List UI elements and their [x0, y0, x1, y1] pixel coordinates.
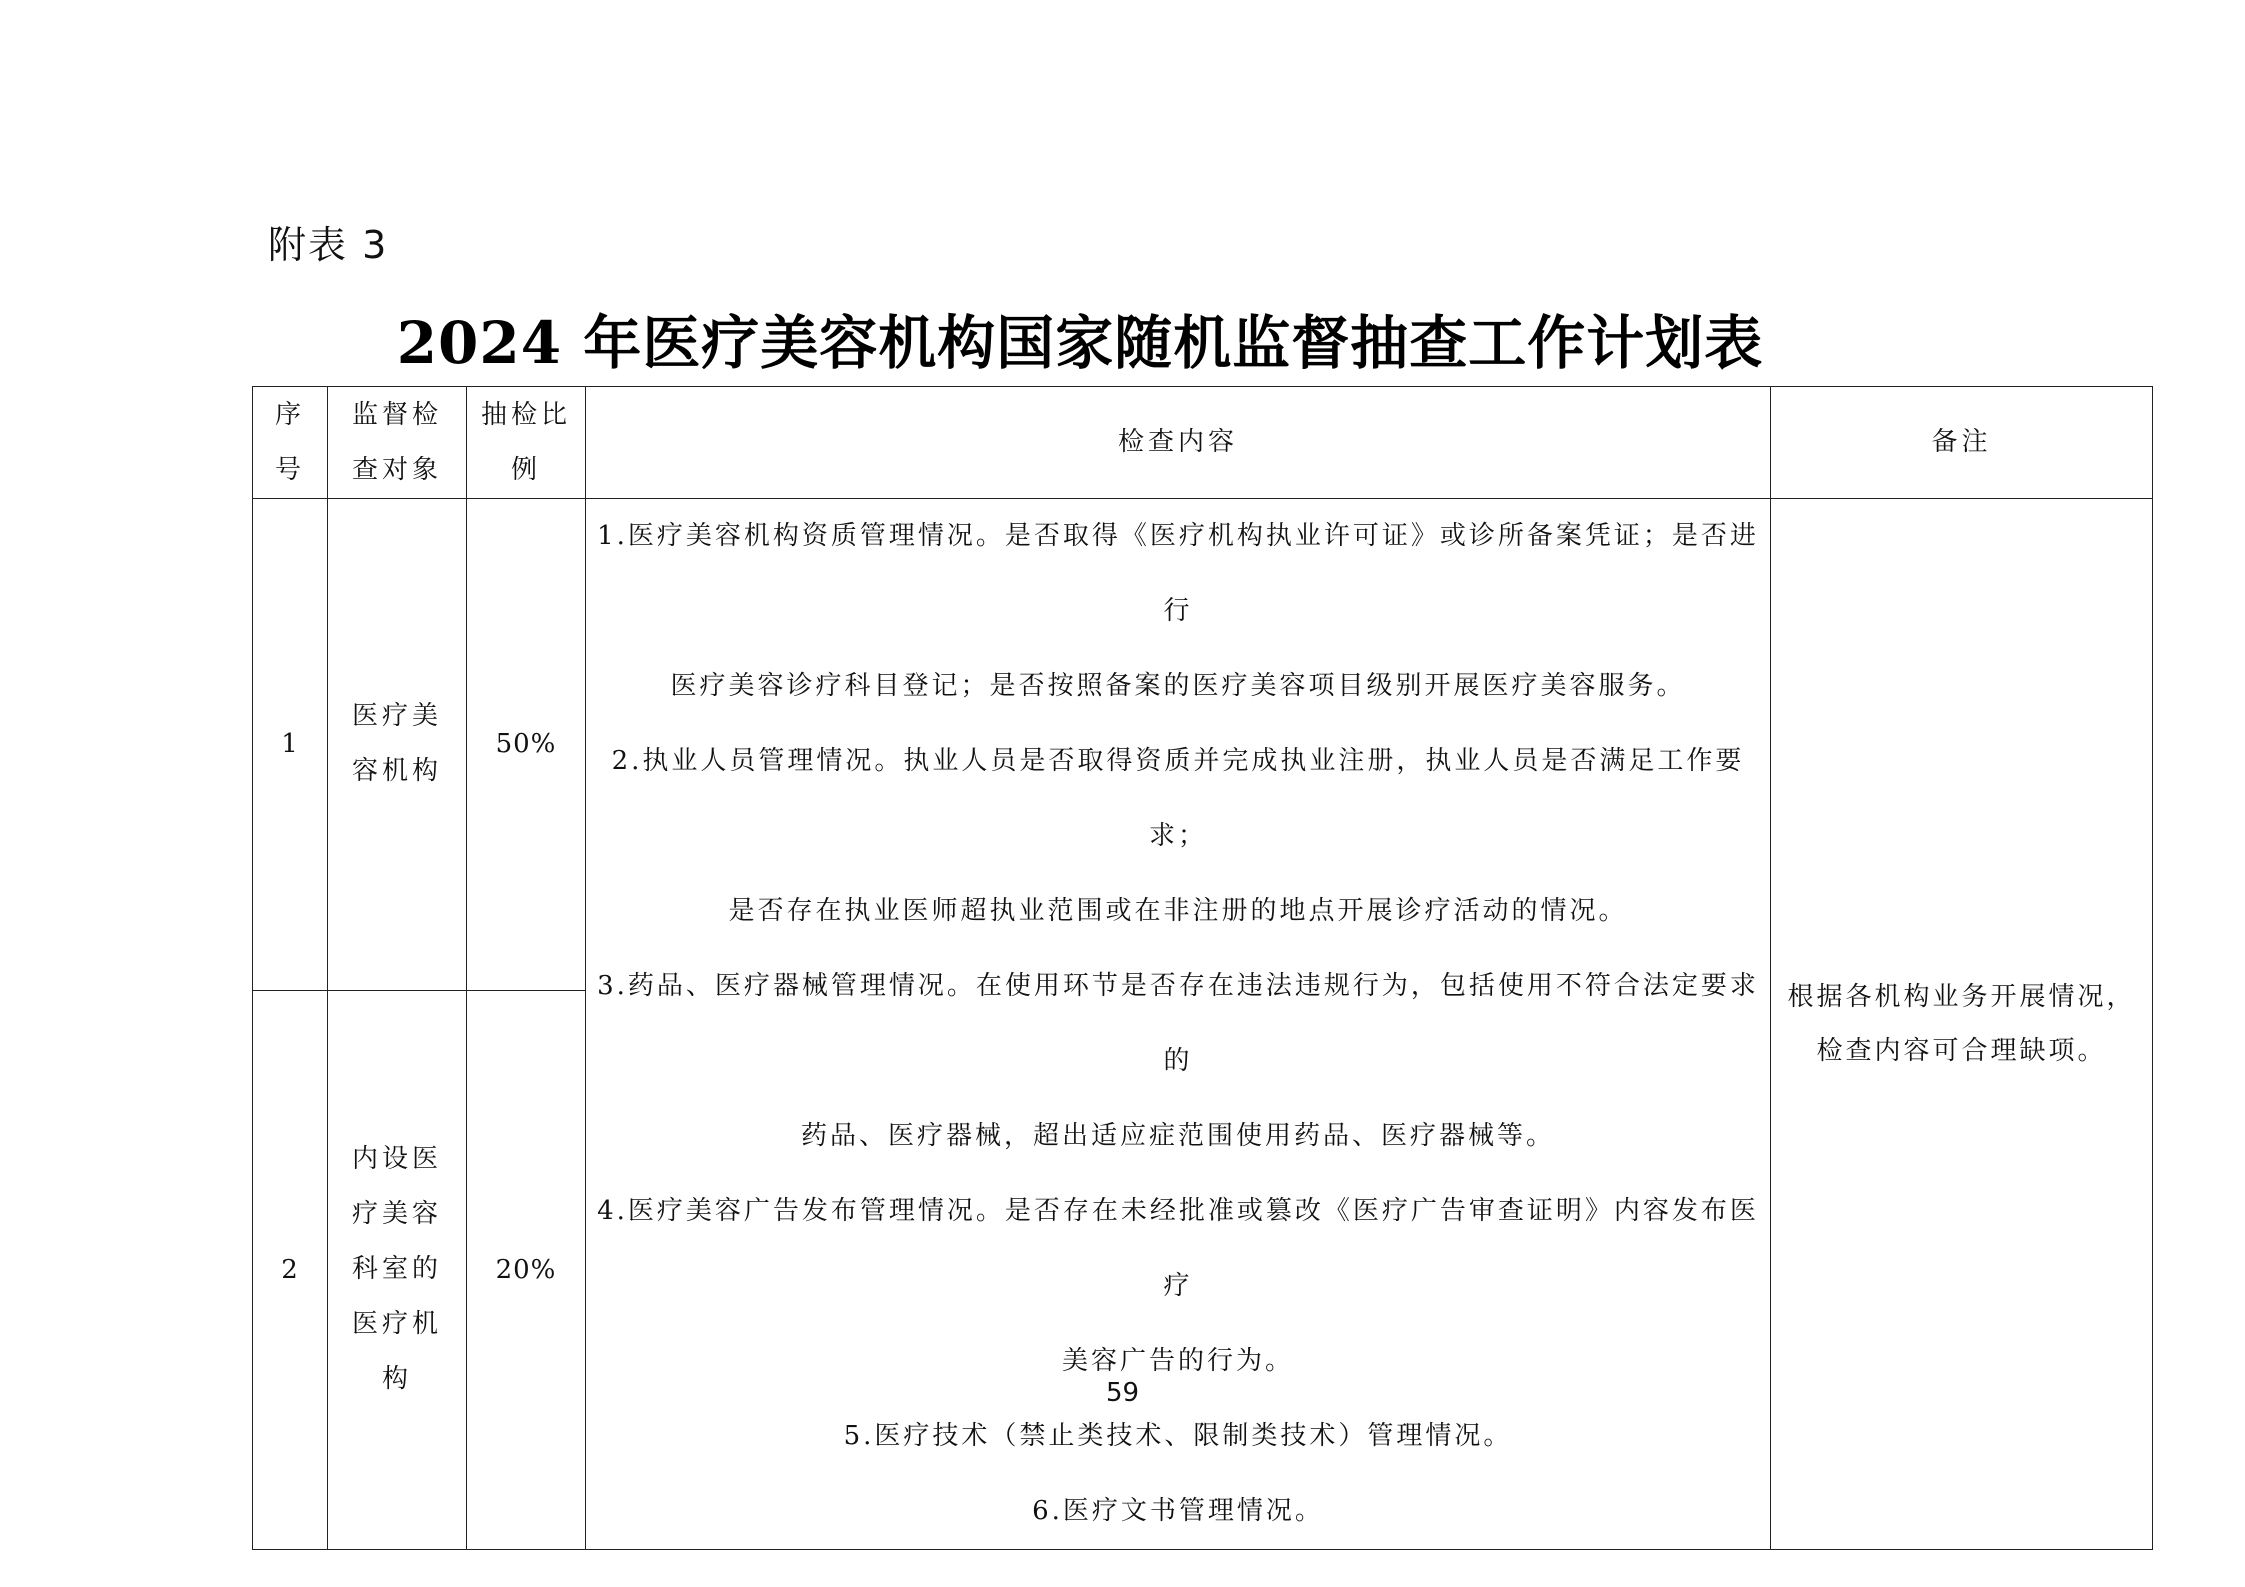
row-ratio: 20%	[467, 990, 586, 1549]
content-line: 3.药品、医疗器械管理情况。在使用环节是否存在违法违规行为，包括使用不符合法定要求的	[597, 971, 1759, 1076]
header-seq-line: 序	[274, 399, 305, 430]
content-line: 4.医疗美容广告发布管理情况。是否存在未经批准或篡改《医疗广告审查证明》内容发布医疗	[597, 1196, 1759, 1301]
header-target-line: 查对象	[351, 454, 442, 485]
content-line: 6.医疗文书管理情况。	[1032, 1496, 1324, 1526]
header-target	[328, 387, 467, 499]
table-row	[253, 499, 2153, 991]
content-line: 1.医疗美容机构资质管理情况。是否取得《医疗机构执业许可证》或诊所备案凭证；是否进行	[597, 521, 1759, 626]
remark-line: 根据各机构业务开展情况，	[1787, 982, 2136, 1012]
header-content: 检查内容	[586, 387, 1771, 499]
row-target	[328, 990, 467, 1549]
row-target-line: 科室的	[351, 1254, 442, 1285]
row-target-line: 构	[381, 1364, 412, 1395]
header-ratio-line: 例	[510, 454, 541, 485]
header-target-line: 监督检	[351, 399, 442, 430]
header-seq-line: 号	[274, 454, 305, 485]
row-seq: 2	[253, 990, 328, 1549]
content-line: 美容广告的行为。	[1061, 1346, 1294, 1376]
document-title: 2024 年医疗美容机构国家随机监督抽查工作计划表	[396, 309, 1764, 377]
row-target-line: 医疗美	[351, 701, 442, 732]
remark-line: 检查内容可合理缺项。	[1816, 1036, 2107, 1066]
row-ratio: 50%	[467, 499, 586, 991]
table-header-row	[253, 387, 2153, 499]
row-target-line: 医疗机	[351, 1309, 442, 1340]
header-seq	[253, 387, 328, 499]
row-target	[328, 499, 467, 991]
appendix-label: 附表 3	[268, 223, 389, 267]
content-line: 5.医疗技术（禁止类技术、限制类技术）管理情况。	[843, 1421, 1513, 1451]
row-target-line: 内设医	[351, 1144, 442, 1175]
content-line: 药品、医疗器械，超出适应症范围使用药品、医疗器械等。	[800, 1121, 1555, 1151]
content-line: 医疗美容诊疗科目登记；是否按照备案的医疗美容项目级别开展医疗美容服务。	[670, 671, 1686, 701]
inspection-plan-table	[252, 386, 2153, 1550]
content-line: 2.执业人员管理情况。执业人员是否取得资质并完成执业注册，执业人员是否满足工作要求；	[611, 746, 1745, 851]
row-target-line: 疗美容	[351, 1199, 442, 1230]
content-line: 是否存在执业医师超执业范围或在非注册的地点开展诊疗活动的情况。	[728, 896, 1628, 926]
row-target-line: 容机构	[351, 756, 442, 787]
page-number: 59	[1105, 1378, 1140, 1408]
header-remark: 备注	[1771, 387, 2153, 499]
header-ratio	[467, 387, 586, 499]
header-ratio-line: 抽检比	[480, 399, 571, 430]
row-seq: 1	[253, 499, 328, 991]
